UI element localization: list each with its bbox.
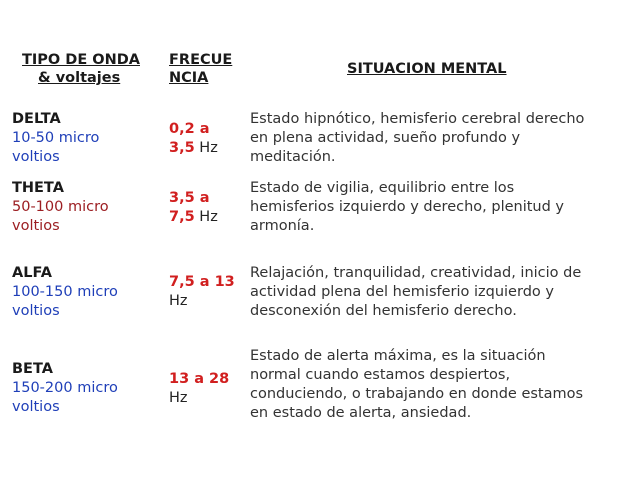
row-name-alfa: ALFA <box>12 265 52 281</box>
row-desc-delta-3: meditación. <box>250 149 336 165</box>
row-desc-alfa-2: actividad plena del hemisferio izquierdo y <box>250 284 554 300</box>
row-desc-beta-4: en estado de alerta, ansiedad. <box>250 405 472 421</box>
row-range-unit-alfa: voltios <box>12 303 60 319</box>
row-desc-theta-1: Estado de vigilia, equilibrio entre los <box>250 180 515 196</box>
row-desc-beta-3: conduciendo, o trabajando en donde estamos <box>250 386 584 402</box>
header-situacion-mental: SITUACION MENTAL <box>347 61 507 77</box>
header-voltajes: & voltajes <box>38 70 121 86</box>
header-frecuencia-2: NCIA <box>169 70 209 86</box>
row-freq-theta-1: 3,5 a <box>169 190 210 206</box>
row-range-unit-beta: voltios <box>12 399 60 415</box>
row-desc-delta-2: en plena actividad, sueño profundo y <box>250 130 521 146</box>
row-name-theta: THETA <box>12 180 64 196</box>
row-desc-beta-2: normal cuando estamos despiertos, <box>250 367 511 383</box>
row-desc-theta-3: armonía. <box>250 218 315 234</box>
row-freq-alfa-1: 7,5 a 13 <box>169 274 235 290</box>
row-desc-theta-2: hemisferios izquierdo y derecho, plenitud y <box>250 199 565 215</box>
row-freq-alfa-2: Hz <box>169 293 188 309</box>
row-desc-alfa-3: desconexión del hemisferio derecho. <box>250 303 517 319</box>
row-range-beta: 150-200 micro <box>12 380 118 396</box>
header-tipo-de-onda: TIPO DE ONDA <box>22 52 140 68</box>
row-range-alfa: 100-150 micro <box>12 284 118 300</box>
row-range-theta: 50-100 micro <box>12 199 109 215</box>
row-name-beta: BETA <box>12 361 53 377</box>
row-range-delta: 10-50 micro <box>12 130 100 146</box>
row-name-delta: DELTA <box>12 111 61 127</box>
row-freq-theta-2: 7,5 Hz <box>169 209 218 225</box>
row-freq-delta-1: 0,2 a <box>169 121 210 137</box>
row-freq-beta-1: 13 a 28 <box>169 371 230 387</box>
row-desc-beta-1: Estado de alerta máxima, es la situación <box>250 348 546 364</box>
row-range-unit-theta: voltios <box>12 218 60 234</box>
row-freq-beta-2: Hz <box>169 390 188 406</box>
row-freq-delta-2: 3,5 Hz <box>169 140 218 156</box>
row-range-unit-delta: voltios <box>12 149 60 165</box>
header-frecuencia-1: FRECUE <box>169 52 233 68</box>
row-desc-delta-1: Estado hipnótico, hemisferio cerebral derecho <box>250 111 585 127</box>
row-desc-alfa-1: Relajación, tranquilidad, creatividad, inicio de <box>250 265 582 281</box>
